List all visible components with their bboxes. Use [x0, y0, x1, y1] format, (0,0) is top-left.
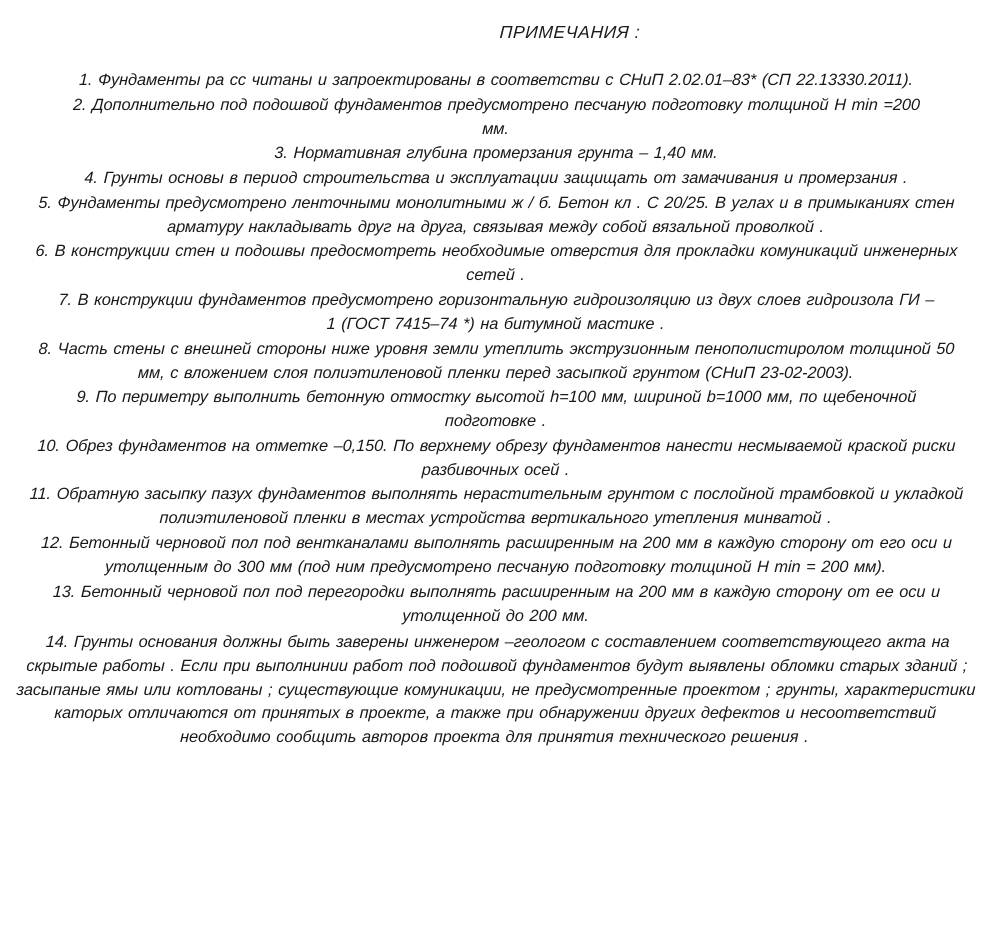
note-number: 1.: [78, 71, 93, 89]
note-item: [10, 167, 983, 191]
note-number: 8.: [38, 339, 53, 358]
note-number: 12.: [40, 533, 64, 552]
note-text: Дополнительно под подошвой фундаментов предусмотрено песчаную подготовку толщиной Н min =200 мм.: [91, 95, 921, 138]
note-item: [9, 240, 983, 288]
note-number: 2.: [72, 95, 87, 114]
note-text: Бетонный черновой пол под вентканалами выполнять расширенным на 200 мм в каждую сторону от его оси и утолщенным до 300 мм (под ним предусмотрено песчаную подготовку толщиной Н min = 200 мм).: [68, 533, 953, 576]
note-number: 7.: [58, 291, 73, 310]
note-item: [9, 289, 983, 337]
notes-sheet: [0, 22, 990, 926]
note-item: [10, 142, 983, 166]
note-text: Фундаменты ра сс читаны и запроектированы в соответстви с СНиП 2.02.01–83* (СП 22.13330.2011).: [97, 71, 914, 89]
note-text: В конструкции стен и подошвы предосмотреть необходимые отверстия для прокладки комуникаций инженерных сетей .: [54, 242, 958, 285]
note-number: 10.: [37, 436, 61, 455]
note-item: [9, 338, 983, 386]
note-number: 3.: [274, 144, 289, 163]
note-item: [10, 69, 983, 93]
note-number: 11.: [29, 485, 52, 504]
note-text: Часть стены с внешней стороны ниже уровня земли утеплить экструзионным пенополистиролом толщиной 50 мм, с вложением слоя полиэтиленовой пленки перед засыпкой грунтом (СНиП 23-02-2003).: [57, 339, 955, 382]
note-item: [9, 483, 983, 531]
note-number: 13.: [52, 583, 76, 602]
note-number: 4.: [84, 169, 99, 188]
note-item: [9, 386, 983, 434]
note-item: [9, 94, 983, 142]
note-item: [8, 631, 984, 750]
note-text: Грунты основания должны быть заверены инженером –геологом с составлением соответствующего акта на скрытые работы . Если при выполнинии работ под подошвой фундаментов будут выявлены обломки старых зданий ; засыпаные ямы или котлованы ; существующие комуникации, не предусмотренные проектом ; грунты, характеристики каторых отличаются от принятых в проекте, а также при обнаружении других дефектов и несоответствий необходимо сообщить авторов проекта для принятия технического решения .: [16, 632, 976, 747]
note-text: Бетонный черновой пол под перегородки выполнять расширенным на 200 мм в каждую сторону от ее оси и утолщенной до 200 мм.: [80, 583, 941, 626]
note-item: [9, 581, 983, 629]
page-title: ПРИМЕЧАНИЯ :: [499, 22, 641, 42]
note-item: [9, 435, 983, 483]
note-item: [9, 192, 983, 240]
note-text: В конструкции фундаментов предусмотрено горизонтальную гидроизоляцию из двух слоев гидроизола ГИ –1 (ГОСТ 7415–74 *) на битумной мастике .: [77, 291, 935, 333]
note-text: Нормативная глубина промерзания грунта – 1,40 мм.: [293, 144, 719, 163]
notes-list: [0, 69, 990, 750]
note-number: 5.: [38, 193, 53, 212]
note-number: 14.: [45, 632, 69, 651]
note-item: [9, 532, 983, 580]
note-text: Обрез фундаментов на отметке –0,150. По верхнему обрезу фундаментов нанести несмываемой краской риски разбивочных осей .: [65, 436, 956, 479]
note-text: Грунты основы в период строительства и эксплуатации защищать от замачивания и промерзания .: [103, 169, 908, 188]
note-number: 6.: [35, 242, 50, 261]
note-number: 9.: [76, 388, 91, 407]
note-text: Фундаменты предусмотрено ленточными монолитными ж / б. Бетон кл . С 20/25. В углах и в примыканиях стен арматуру накладывать друг на друга, связывая между собой вязальной проволкой .: [57, 193, 955, 236]
note-text: По периметру выполнить бетонную отмостку высотой h=100 мм, шириной b=1000 мм, по щебеночной подготовке .: [95, 388, 917, 430]
note-text: Обратную засыпку пазух фундаментов выполнять нерастительным грунтом с послойной трамбовкой и укладкой полиэтиленовой пленки в местах устройства вертикального утепления минватой .: [56, 485, 964, 528]
